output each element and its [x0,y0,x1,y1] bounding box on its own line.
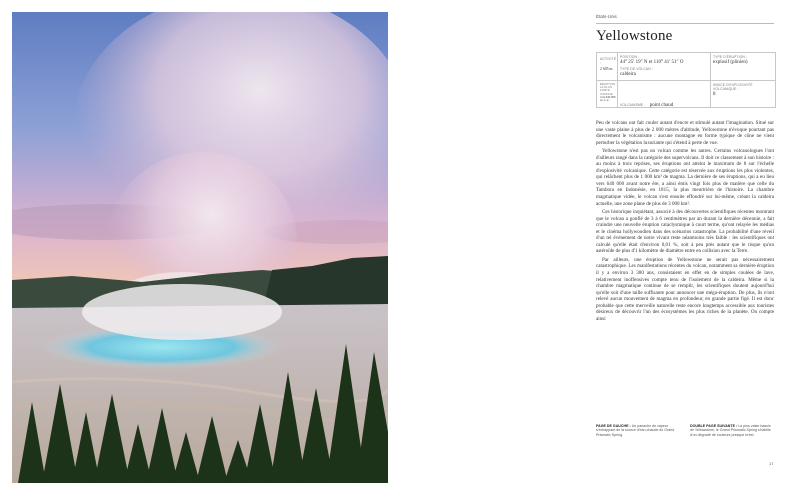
fact-label: ÉRUPTION LA PLUS FORTE CONNUE : [600,82,616,96]
fact-vei [713,84,773,98]
fact-value: 2 605 m [600,66,613,71]
fact-value: vers 640 000 av. J.-C. [600,94,616,103]
paragraph: Peu de volcans ont fait couler autant d'encre et stimulé autant l'imagination. Situé sur une vaste plaine à plus de 2 000 mètres d'altitude, Yellowstone n'évoque pourtant pas directement le volcanisme : aucune montagne en forme typique de cône ne vient perturber la végétation luxuriante qui s'étend à perte de vue. [596,120,774,146]
article-body [596,120,774,324]
caption-right [690,424,772,437]
photo-captions [596,424,774,454]
fact-eruption-type [713,56,773,66]
paragraph: Yellowstone n'est pas un volcan comme les autres. Certains volcanologues l'ont d'ailleurs rangé dans la catégorie des supervolcans. Il doit ce classement à son histoire : au moins à trois reprises, ses éruptions ont atteint le maximum de 8 sur l'échelle d'explosivité volcanique. Cette catégorie est réservée aux éruptions les plus violentes, qui relâchent plus de 1 000 km³ de magma. La dernière de ses éruptions, qui a eu lieu vers 640 000 avant notre ère, a ainsi émis vingt fois plus de matière que celle du Tambora en Indonésie, en 1815, la plus meurtrière de l'histoire. La chambre magmatique vidée, le volcan s'est ensuite effondré sur lui-même, créant la caldeira actuelle, une zone plane de plus de 3 000 km². [596,148,774,207]
fact-divider [597,80,775,81]
fact-label: VOLCANISME : [620,103,646,107]
caption-title: DOUBLE PAGE SUIVANTE : [690,424,738,428]
caption-title: PAGE DE GAUCHE : [596,424,631,428]
fact-value: explosif (plinien) [713,59,748,65]
fact-label: ACTIVITÉ : [600,57,617,65]
region-header: États-Unis [596,14,617,19]
yellowstone-steam-photo [12,12,388,483]
fact-last-eruption [600,83,616,103]
page-title: Yellowstone [596,28,673,44]
caption-text: Un panache de vapeur s'échappant de la source d'eau chaude du Grand Prismatic Spring. [596,424,675,437]
fact-value: point chaud [649,103,674,108]
page-number: 17 [769,461,774,466]
right-page [400,0,800,496]
fact-label: TYPE DE VOLCAN : [620,67,653,71]
caption-text: La plus vaste bassin de Yellowstone, le Grand Prismatic Spring s'habille d'un dégradé de couleurs presque irréel. [690,424,771,437]
fact-position [620,56,708,66]
header-rule [596,23,774,24]
fact-value: caldeira [620,71,636,77]
paragraph: Ces historique inquiétant, associé à des découvertes scientifiques récentes montrant que le volcan a gonflé de 3 à 6 centimètres par an durant la dernière décennie, a fait craindre une nouvelle éruption cataclysmique à court terme, qu'ont relayée les médias et le cinéma hollywoodien dans des scénarios catastrophe. La probabilité d'une réveil d'un tel événement de notre vivant reste néanmoins très faible : les scientifiques ont calculé qu'elle était d'environ 0,01 %, soit à peu près autant que le risque qu'un astéroïde de plus d'1 kilomètre de diamètre entre en collision avec la Terre. [596,209,774,255]
fact-label: TYPE D'ÉRUPTION : [713,55,747,59]
fact-activity [600,58,616,72]
fact-label: POSITION : [620,55,640,59]
fact-value: 8 [713,91,716,97]
fact-volcanism [620,93,708,111]
fact-volcano-type [620,68,708,78]
caption-left [596,424,678,437]
fact-label: INDICE D'EXPLOSIVITÉ VOLCANIQUE : [713,83,753,91]
fact-table [596,52,776,108]
paragraph: Par ailleurs, une éruption de Yellowstone ne serait pas nécessairement catastrophique. Les manifestations récentes du volcan, notamment sa dernière éruption il y a environ 3 300 ans, consistaient en effet en de simples coulées de lave, relativement inoffensives compte tenu de l'isolement de la caldeira. Même si la chambre magmatique continue de se remplir, les scientifiques doutent aujourd'hui qu'elle soit d'une taille suffisante pour annoncer une méga-éruption. De plus, ils n'ont relevé aucun mouvement de magma en profondeur, en grande partie figé. Il est donc probable que cette merveille naturelle reste encore longtemps accessible aux touristes désireux de découvrir l'un des écosystèmes les plus riches de la planète. On compte ainsi [596,256,774,322]
fact-value: 44° 25′ 19″ N et 110° 41′ 51″ O [620,59,684,65]
